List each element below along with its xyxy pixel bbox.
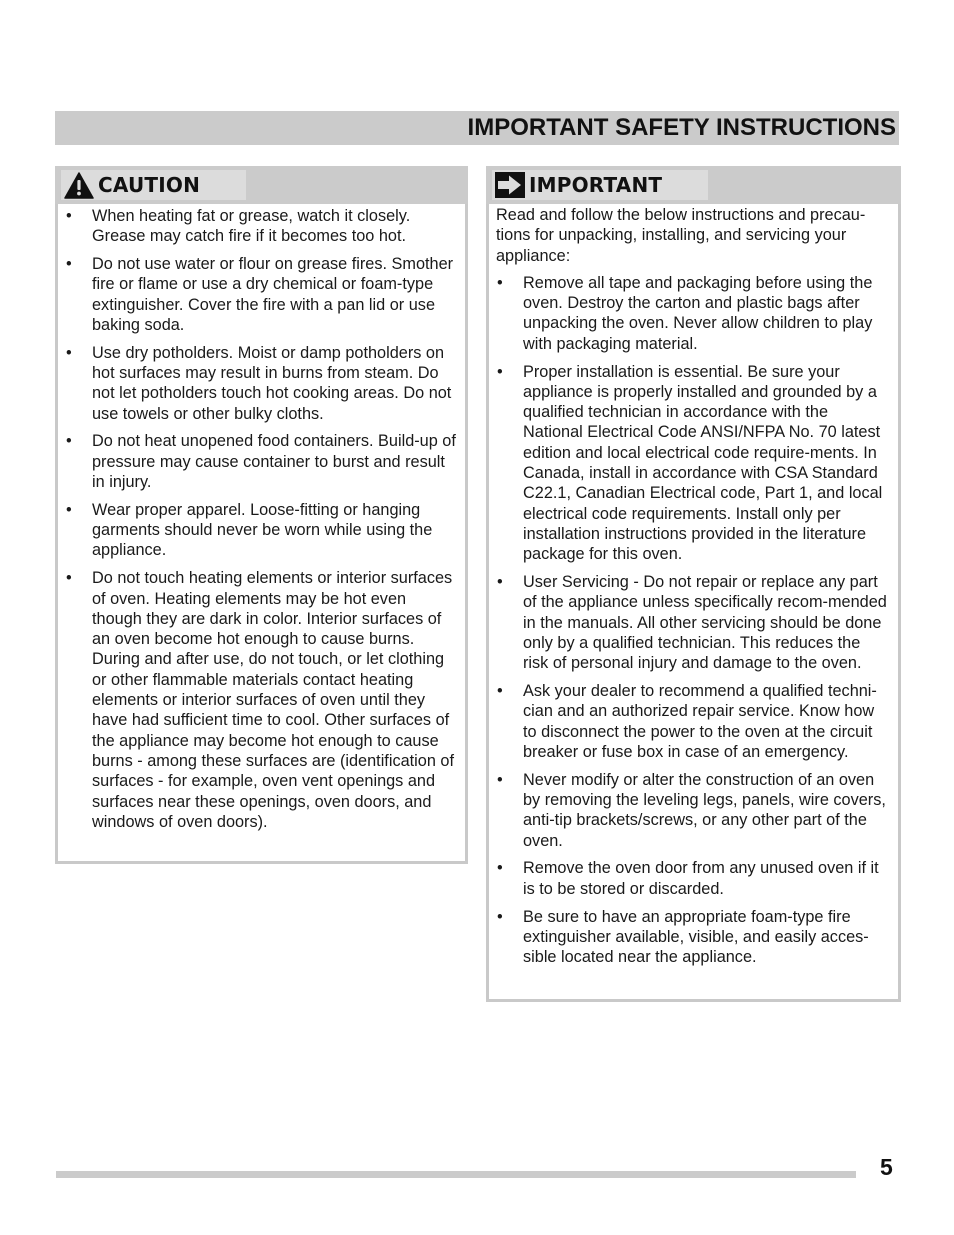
arrow-right-icon <box>495 172 525 198</box>
list-item: • Be sure to have an appropriate foam-type fire extinguisher available, visible, and easily acces-sible located near the appliance. <box>496 907 889 968</box>
important-panel-header <box>486 166 901 204</box>
list-item: • Wear proper apparel. Loose-fitting or hanging garments should never be worn while using the appliance. <box>65 500 456 561</box>
list-item: • Never modify or alter the construction of an oven by removing the leveling legs, panels, wire covers, anti-tip brackets/screws, or any other part of the oven. <box>496 770 889 851</box>
caution-panel-header <box>55 166 468 204</box>
page-number: 5 <box>880 1154 893 1180</box>
important-tab <box>492 170 708 200</box>
list-item: • Proper installation is essential. Be sure your appliance is properly installed and grounded by a qualified technician in accordance with the National Electrical Code ANSI/NFPA No. 70 latest edition and local electrical code require-ments. In Canada, install in accordance with CSA Standard C22.1, Canadian Electrical code, Part 1, and local electrical code requirements. Install only per installation instructions provided in the literature package for this oven. <box>496 362 889 565</box>
important-list <box>496 273 889 968</box>
important-body <box>489 205 898 967</box>
caution-body <box>58 206 465 832</box>
list-item: • Ask your dealer to recommend a qualified techni-cian and an authorized repair service. Know how to disconnect the power to the oven at the circuit breaker or fuse box in case of an emergency. <box>496 681 889 762</box>
footer-bar <box>56 1171 856 1178</box>
caution-label: CAUTION <box>98 173 201 197</box>
caution-list <box>65 206 456 832</box>
page-title: IMPORTANT SAFETY INSTRUCTIONS <box>467 114 896 141</box>
list-item: • Remove the oven door from any unused oven if it is to be stored or discarded. <box>496 858 889 899</box>
list-item: • User Servicing - Do not repair or replace any part of the appliance unless specifically recom-mended in the manuals. All other servicing should be done only by a qualified technician. This reduces the risk of personal injury and damage to the oven. <box>496 572 889 673</box>
important-panel <box>486 166 901 1002</box>
list-item: • Do not heat unopened food containers. Build-up of pressure may cause container to burst and result in injury. <box>65 431 456 492</box>
list-item: • Remove all tape and packaging before using the oven. Destroy the carton and plastic bags after unpacking the oven. Never allow children to play with packaging material. <box>496 273 889 354</box>
caution-panel <box>55 166 468 864</box>
caution-tab <box>61 170 246 200</box>
list-item: • When heating fat or grease, watch it closely. Grease may catch fire if it becomes too hot. <box>65 206 456 247</box>
important-intro: Read and follow the below instructions and precau-tions for unpacking, installing, and servicing your appliance: <box>496 206 866 265</box>
list-item: • Do not use water or flour on grease fires. Smother fire or flame or use a dry chemical or foam-type extinguisher. Cover the fire with a pan lid or use baking soda. <box>65 254 456 335</box>
list-item: • Use dry potholders. Moist or damp potholders on hot surfaces may result in burns from steam. Do not let potholders touch hot cooking areas. Do not use towels or other bulky cloths. <box>65 343 456 424</box>
warning-triangle-icon <box>64 172 94 199</box>
section-header-bar <box>55 111 899 145</box>
important-label: IMPORTANT <box>529 173 663 197</box>
list-item: • Do not touch heating elements or interior surfaces of oven. Heating elements may be hot even though they are dark in color. Interior surfaces of an oven become hot enough to cause burns. During and after use, do not touch, or let clothing or other flammable materials contact heating elements or interior surfaces of oven until they have had sufficient time to cool. Other surfaces of the appliance may become hot enough to cause burns - among these surfaces are (identification of surfaces - for example, oven vent openings and surfaces near these openings, oven doors, and windows of oven doors). <box>65 568 456 832</box>
